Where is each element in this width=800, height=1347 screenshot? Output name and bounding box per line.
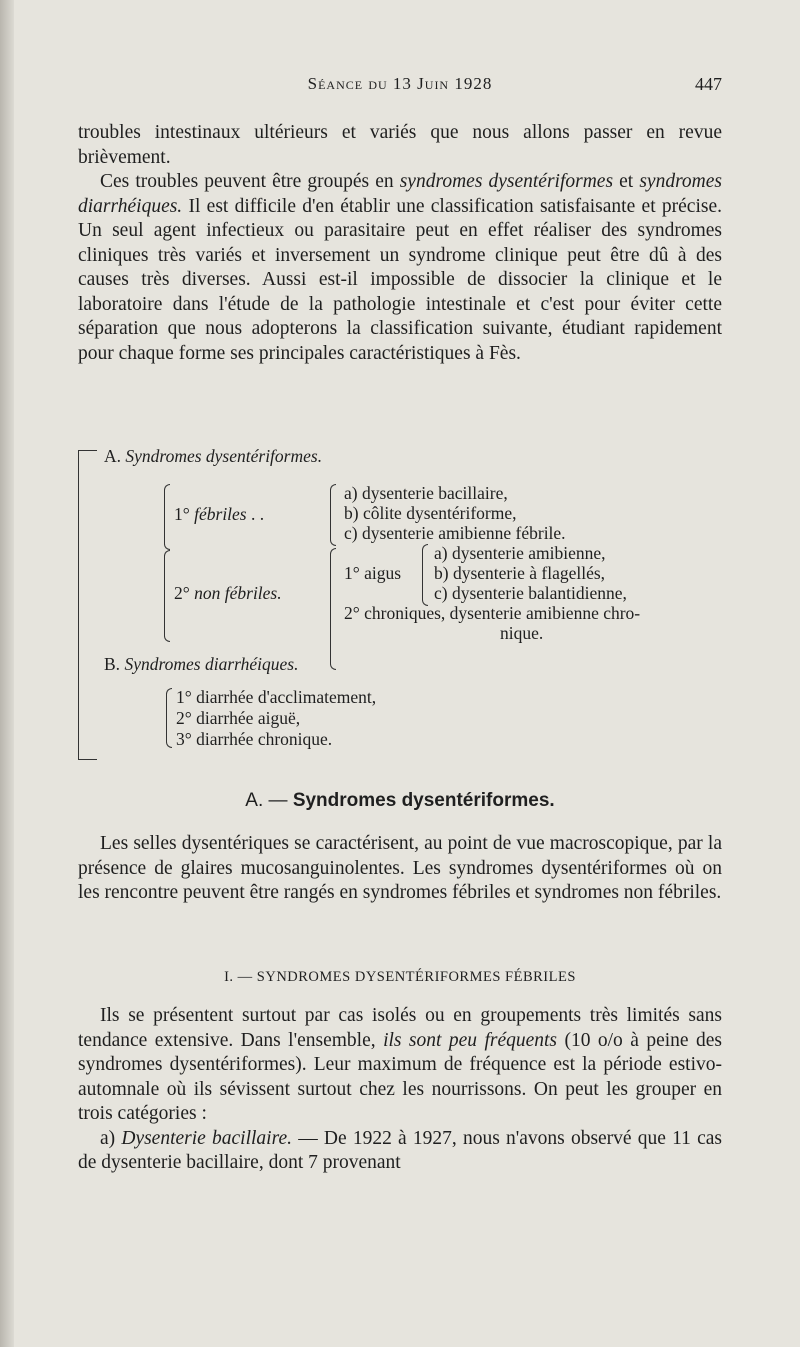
intro-paragraphs [78, 121, 722, 366]
brace [330, 548, 336, 670]
main-bracket [78, 450, 97, 760]
section-prefix: A. — [245, 790, 293, 811]
text-run: Ces troubles peuvent être groupés en [100, 171, 400, 192]
diarrhea-item-3: 3° diarrhée chronique. [176, 729, 333, 749]
text-run: Il est difficile d'en établir une classification satisfaisante et précise. Un seul agent infectieux ou parasitaire peut en effet réaliser des syndromes cliniques très variés et inversement un syndrome clinique peut être dû à des causes très diverses. Aussi est-il impossible de dissocier la clinique et le laboratoire dans l'étude de la pathologie intestinale et c'est pour éviter cette séparation que nous adopterons la classification suivante, étudiant rapidement pour chaque forme ses principales caractéristiques à Fès. [78, 195, 722, 364]
paragraph-3: Les selles dysentériques se caractérisent, au point de vue macroscopique, par la présence de glaires mucosanguinolentes. Les syndromes dysentériformes où on les rencontre peuvent être rangés en syndromes fébriles et syndromes non fébriles. [78, 833, 722, 903]
num: 1° [174, 504, 190, 524]
label: non fébriles. [194, 583, 282, 603]
brace [166, 688, 172, 748]
non-febriles-label [174, 583, 282, 605]
text-run: a) [100, 1127, 122, 1149]
class-a-heading [104, 446, 322, 468]
aigus-label: 1° aigus [344, 563, 402, 583]
page-edge [0, 0, 14, 1347]
classification-table [78, 442, 722, 762]
text-run: — De 1922 à 1927, nous n'avons observé que 11 cas de dysenterie bacillaire, dont 7 provenant [78, 1127, 723, 1173]
paragraph-5 [78, 1127, 722, 1176]
brace [330, 484, 336, 546]
emphasis: Dysenterie bacillaire. [121, 1127, 292, 1149]
class-b-title: Syndromes diarrhéiques. [124, 654, 299, 674]
diarrhea-item-2: 2° diarrhée aiguë, [176, 708, 301, 728]
febriles-label [174, 504, 264, 526]
chronic-item-cont: nique. [500, 623, 544, 643]
acute-item-c: c) dysenterie balantidienne, [434, 583, 627, 603]
text-run: Ils se présentent surtout par cas isolés ou en groupements très limités sans tendance extensive. Dans l'ensemble, [78, 1005, 722, 1051]
emphasis: syndromes dysentériformes [399, 171, 614, 192]
subsection-title: I. — SYNDROMES DYSENTÉRIFORMES FÉBRILES [224, 969, 576, 985]
page-number: 447 [695, 74, 722, 94]
febrile-item-c: c) dysenterie amibienne fébrile. [344, 523, 566, 543]
diarrhea-item-1: 1° diarrhée d'acclimatement, [176, 687, 377, 707]
dots: . . [251, 504, 265, 524]
class-a-title: Syndromes dysentériformes. [125, 446, 323, 466]
acute-item-b: b) dysenterie à flagellés, [434, 563, 606, 583]
label: A. [104, 446, 122, 466]
label: fébriles [194, 504, 247, 524]
brace [164, 550, 170, 642]
chronic-item: 2° chroniques, dysenterie amibienne chro- [344, 603, 641, 623]
section-title [78, 790, 722, 812]
brace [164, 484, 170, 550]
febrile-item-a: a) dysenterie bacillaire, [344, 483, 508, 503]
section-title-text: Syndromes dysentériformes. [292, 790, 555, 811]
subsection-paragraphs [78, 1004, 722, 1176]
text-run: et [613, 171, 640, 192]
label: B. [104, 654, 121, 674]
paragraph-2 [78, 170, 722, 366]
text-run: (10 o/o à peine des syndromes dysentériformes). Leur maximum de fréquence est la période estivo-automnale où ils sévissent surtout chez les nourrissons. On peut les grouper en trois catégories : [78, 1029, 722, 1124]
brace [422, 544, 428, 606]
paragraph-4 [78, 1004, 722, 1127]
emphasis: syndromes diarrhéiques. [78, 171, 723, 217]
febrile-item-b: b) côlite dysentériforme, [344, 503, 517, 523]
running-head: Séance du 13 Juin 1928 [307, 74, 493, 93]
section-paragraph [78, 832, 722, 906]
page-header [78, 74, 722, 100]
num: 2° [174, 583, 190, 603]
class-b-heading [104, 654, 298, 676]
acute-item-a: a) dysenterie amibienne, [434, 543, 606, 563]
paragraph-1: troubles intestinaux ultérieurs et variés que nous allons passer en revue brièvement. [78, 122, 722, 168]
emphasis: ils sont peu fréquents [383, 1029, 558, 1051]
